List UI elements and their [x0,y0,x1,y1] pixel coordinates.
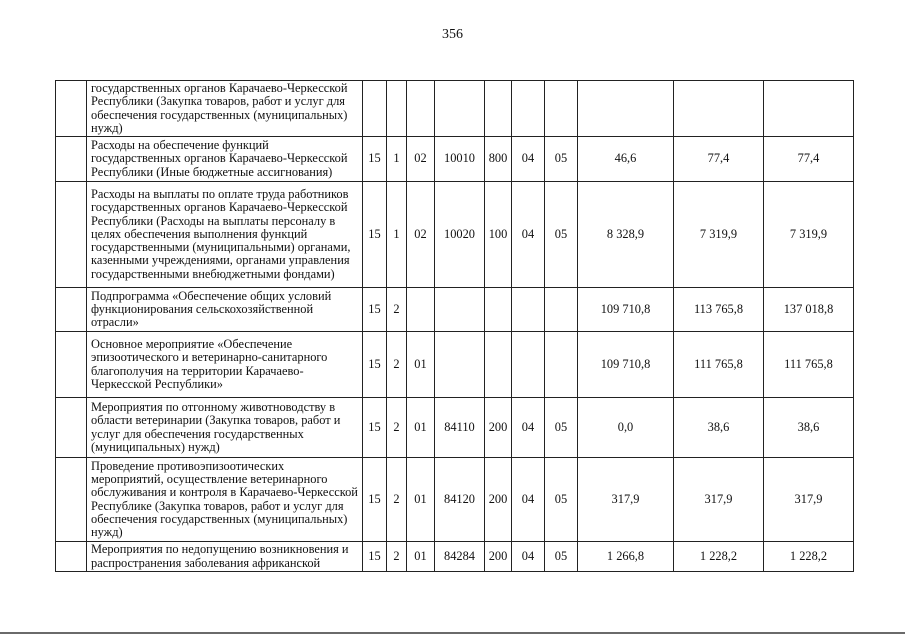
gp-code-cell: 15 [363,458,387,542]
vr-code-cell [485,332,512,398]
vr-code-cell: 800 [485,137,512,182]
gp-code-cell [363,81,387,137]
sum-year-3-cell: 7 319,9 [764,182,854,288]
row-number-cell [56,458,87,542]
table-row [56,81,854,137]
row-name-cell: Расходы на обеспечение функций государственных органов Карачаево-Черкесской Республики (Иные бюджетные ассигнования) [87,137,363,182]
pp-code-cell: 1 [387,137,407,182]
pp-code-cell: 1 [387,182,407,288]
table-row [56,542,854,572]
direction-code-cell: 84284 [435,542,485,572]
pr-code-cell: 05 [545,542,578,572]
pr-code-cell: 05 [545,458,578,542]
row-number-cell [56,332,87,398]
page-bottom-edge [0,632,905,634]
row-name-cell: Мероприятия по недопущению возникновения и распространения заболевания африканской [87,542,363,572]
pr-code-cell: 05 [545,182,578,288]
pp-code-cell: 2 [387,288,407,332]
rz-code-cell: 04 [512,542,545,572]
rz-code-cell: 04 [512,137,545,182]
table-row [56,332,854,398]
row-number-cell [56,288,87,332]
pr-code-cell [545,332,578,398]
gp-code-cell: 15 [363,182,387,288]
sum-year-2-cell: 77,4 [674,137,764,182]
om-code-cell: 02 [407,182,435,288]
sum-year-1-cell: 1 266,8 [578,542,674,572]
pp-code-cell: 2 [387,542,407,572]
rz-code-cell [512,332,545,398]
gp-code-cell: 15 [363,542,387,572]
om-code-cell: 01 [407,398,435,458]
sum-year-3-cell: 1 228,2 [764,542,854,572]
om-code-cell [407,288,435,332]
sum-year-2-cell: 317,9 [674,458,764,542]
sum-year-2-cell: 113 765,8 [674,288,764,332]
direction-code-cell: 10020 [435,182,485,288]
sum-year-1-cell: 109 710,8 [578,288,674,332]
table-row [56,137,854,182]
row-number-cell [56,398,87,458]
sum-year-2-cell: 1 228,2 [674,542,764,572]
sum-year-2-cell: 7 319,9 [674,182,764,288]
row-number-cell [56,182,87,288]
pp-code-cell [387,81,407,137]
om-code-cell: 01 [407,542,435,572]
row-name-cell: Проведение противоэпизоотических мероприятий, осуществление ветеринарного обслуживания и контроля в Карачаево-Черкесской Республике (Закупка товаров, работ и услуг для обеспечения государственных (муниципальных) нужд) [87,458,363,542]
sum-year-2-cell [674,81,764,137]
sum-year-3-cell: 317,9 [764,458,854,542]
om-code-cell [407,81,435,137]
vr-code-cell: 200 [485,398,512,458]
sum-year-3-cell: 111 765,8 [764,332,854,398]
table-row [56,288,854,332]
pr-code-cell [545,288,578,332]
pr-code-cell: 05 [545,398,578,458]
sum-year-2-cell: 111 765,8 [674,332,764,398]
row-number-cell [56,542,87,572]
gp-code-cell: 15 [363,137,387,182]
rz-code-cell: 04 [512,398,545,458]
sum-year-3-cell: 137 018,8 [764,288,854,332]
direction-code-cell [435,332,485,398]
sum-year-1-cell: 8 328,9 [578,182,674,288]
direction-code-cell: 84110 [435,398,485,458]
row-name-cell: Основное мероприятие «Обеспечение эпизоотического и ветеринарно-санитарного благополучия на территории Карачаево-Черкесской Республики» [87,332,363,398]
gp-code-cell: 15 [363,398,387,458]
om-code-cell: 01 [407,458,435,542]
sum-year-1-cell: 46,6 [578,137,674,182]
sum-year-1-cell: 0,0 [578,398,674,458]
rz-code-cell [512,81,545,137]
page-number: 356 [442,27,463,42]
gp-code-cell: 15 [363,288,387,332]
rz-code-cell: 04 [512,182,545,288]
vr-code-cell: 100 [485,182,512,288]
sum-year-3-cell: 77,4 [764,137,854,182]
pr-code-cell [545,81,578,137]
direction-code-cell: 84120 [435,458,485,542]
table-row [56,458,854,542]
budget-table [55,80,854,572]
direction-code-cell [435,288,485,332]
sum-year-3-cell [764,81,854,137]
table-row [56,182,854,288]
row-name-cell: Расходы на выплаты по оплате труда работников государственных органов Карачаево-Черкесской Республики (Расходы на выплаты персоналу в целях обеспечения выполнения функций государственными (муниципальными) органами, казенными учреждениями, органами управления государственными внебюджетными фондами) [87,182,363,288]
direction-code-cell: 10010 [435,137,485,182]
sum-year-1-cell [578,81,674,137]
vr-code-cell: 200 [485,458,512,542]
pr-code-cell: 05 [545,137,578,182]
row-number-cell [56,81,87,137]
pp-code-cell: 2 [387,332,407,398]
om-code-cell: 01 [407,332,435,398]
sum-year-3-cell: 38,6 [764,398,854,458]
table-row [56,398,854,458]
sum-year-2-cell: 38,6 [674,398,764,458]
vr-code-cell [485,288,512,332]
vr-code-cell: 200 [485,542,512,572]
vr-code-cell [485,81,512,137]
row-number-cell [56,137,87,182]
direction-code-cell [435,81,485,137]
sum-year-1-cell: 109 710,8 [578,332,674,398]
sum-year-1-cell: 317,9 [578,458,674,542]
pp-code-cell: 2 [387,398,407,458]
rz-code-cell [512,288,545,332]
pp-code-cell: 2 [387,458,407,542]
row-name-cell: Подпрограмма «Обеспечение общих условий функционирования сельскохозяйственной отрасли» [87,288,363,332]
rz-code-cell: 04 [512,458,545,542]
gp-code-cell: 15 [363,332,387,398]
row-name-cell: Мероприятия по отгонному животноводству в области ветеринарии (Закупка товаров, работ и услуг для обеспечения государственных (муниципальных) нужд) [87,398,363,458]
row-name-cell: государственных органов Карачаево-Черкесской Республики (Закупка товаров, работ и услуг для обеспечения государственных (муниципальных) нужд) [87,81,363,137]
om-code-cell: 02 [407,137,435,182]
